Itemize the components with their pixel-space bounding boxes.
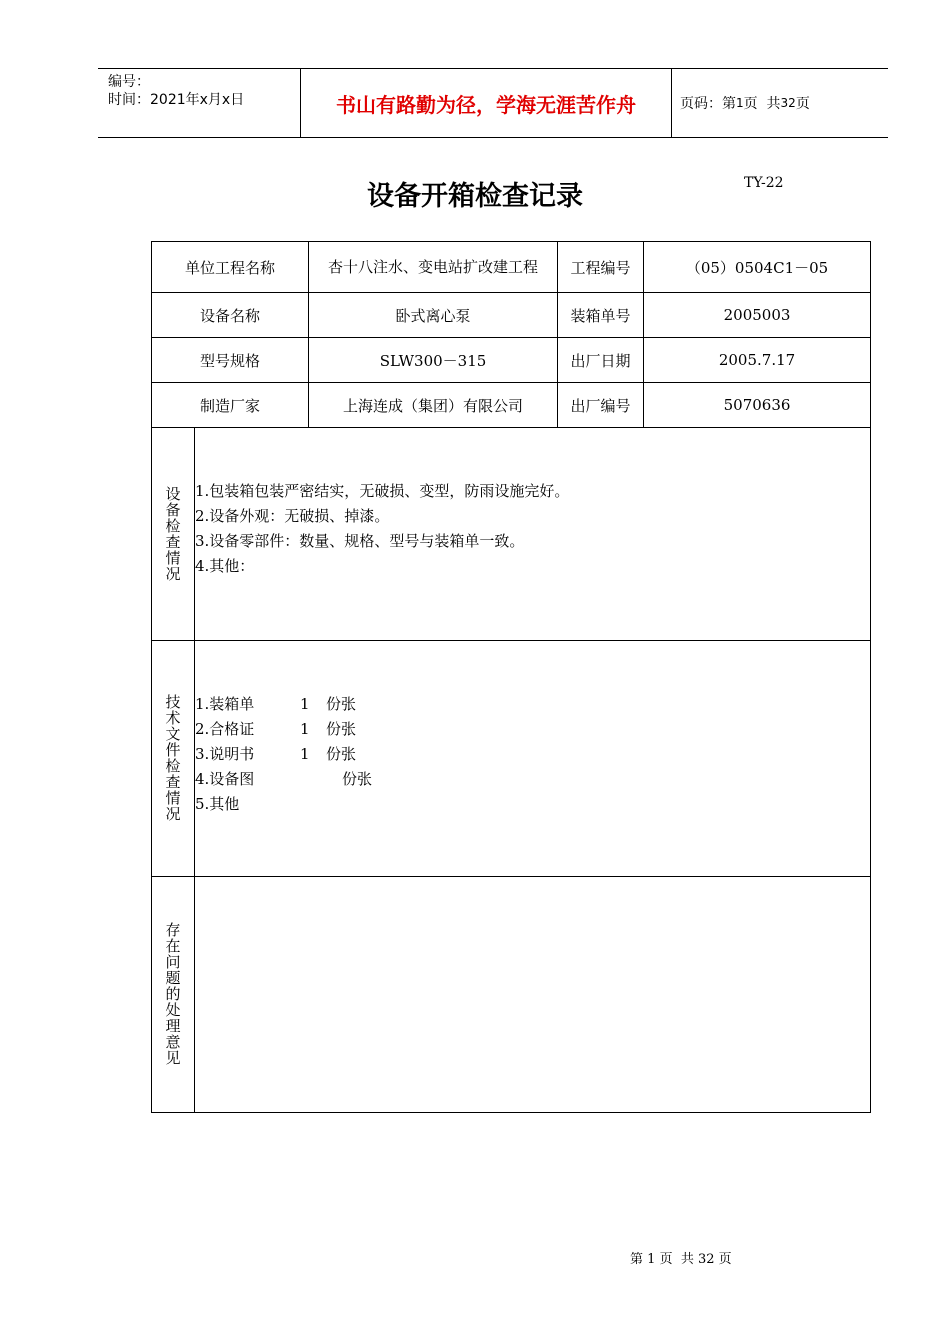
number-label: 编号： (108, 74, 150, 90)
footer-total: 32 (697, 1252, 715, 1267)
doc-item-qty: 1 (300, 745, 310, 763)
project-no-label: 工程编号 (558, 242, 644, 293)
inspection-line-2: 2.设备外观：无破损、掉漆。 (195, 507, 390, 525)
page-footer (630, 1248, 732, 1267)
doc-item-name: 1.装箱单 (195, 695, 255, 713)
device-value: 卧式离心泵 (309, 293, 558, 338)
page-current: 1 (736, 96, 744, 110)
row-inspection (152, 428, 871, 641)
serial-label: 出厂编号 (558, 383, 644, 428)
page-header (98, 68, 888, 138)
footer-prefix: 第 (630, 1252, 644, 1267)
unit-label: 单位工程名称 (152, 242, 309, 293)
packing-no-label: 装箱单号 (558, 293, 644, 338)
row-maker (152, 383, 871, 428)
doc-item-unit: 份张 (326, 720, 357, 738)
doc-item-unit: 份张 (342, 770, 373, 788)
header-motto: 书山有路勤为径，学海无涯苦作舟 (300, 69, 672, 137)
inspection-form (151, 241, 871, 1113)
date-value: 2005.7.17 (644, 338, 871, 383)
header-page-info (672, 69, 888, 137)
documents-label-cell (152, 641, 195, 877)
issues-label: 存在问题的处理意见 (165, 921, 181, 1067)
row-device (152, 293, 871, 338)
footer-mid: 页 共 (659, 1252, 694, 1267)
page-prefix: 页码：第 (680, 96, 736, 112)
header-meta (98, 69, 300, 137)
date-label: 出厂日期 (558, 338, 644, 383)
documents-label: 技术文件检查情况 (165, 693, 181, 823)
page-total: 32 (780, 96, 796, 110)
row-model (152, 338, 871, 383)
doc-item-qty (300, 767, 342, 792)
model-label: 型号规格 (152, 338, 309, 383)
doc-item-name: 4.设备图 (195, 770, 255, 788)
doc-item-unit: 份张 (326, 695, 357, 713)
page-title: 设备开箱检查记录 (367, 181, 583, 212)
doc-item (195, 742, 870, 767)
maker-value: 上海连成（集团）有限公司 (309, 383, 558, 428)
issues-label-cell (152, 877, 195, 1113)
row-documents (152, 641, 871, 877)
model-value: SLW300－315 (309, 338, 558, 383)
page-suffix: 页 (795, 96, 810, 112)
doc-item (195, 717, 870, 742)
doc-item-unit: 份张 (326, 745, 357, 763)
doc-item-name: 2.合格证 (195, 720, 255, 738)
maker-label: 制造厂家 (152, 383, 309, 428)
footer-current: 1 (647, 1252, 656, 1267)
documents-content (195, 641, 871, 877)
serial-value: 5070636 (644, 383, 871, 428)
device-label: 设备名称 (152, 293, 309, 338)
inspection-line-4: 4.其他： (195, 557, 255, 575)
doc-item-qty: 1 (300, 695, 310, 713)
row-issues (152, 877, 871, 1113)
inspection-line-1: 1.包装箱包装严密结实，无破损、变型，防雨设施完好。 (195, 482, 570, 500)
footer-suffix: 页 (718, 1252, 732, 1267)
inspection-label-cell (152, 428, 195, 641)
page-mid: 页 共 (743, 96, 781, 112)
inspection-line-3: 3.设备零部件：数量、规格、型号与装箱单一致。 (195, 532, 525, 550)
doc-other: 5.其他 (195, 795, 240, 813)
form-code: TY-22 (744, 175, 784, 191)
unit-value: 杏十八注水、变电站扩改建工程 (309, 242, 558, 293)
doc-item-name: 3.说明书 (195, 745, 255, 763)
time-label: 时间：2021年x月x日 (108, 92, 245, 108)
inspection-label: 设备检查情况 (165, 484, 181, 583)
inspection-content (195, 428, 871, 641)
doc-item-qty: 1 (300, 720, 310, 738)
packing-no-value: 2005003 (644, 293, 871, 338)
issues-content[interactable] (195, 877, 871, 1113)
doc-item (195, 767, 870, 792)
row-unit (152, 242, 871, 293)
doc-item (195, 692, 870, 717)
project-no-value: （05）0504C1－05 (644, 242, 871, 293)
